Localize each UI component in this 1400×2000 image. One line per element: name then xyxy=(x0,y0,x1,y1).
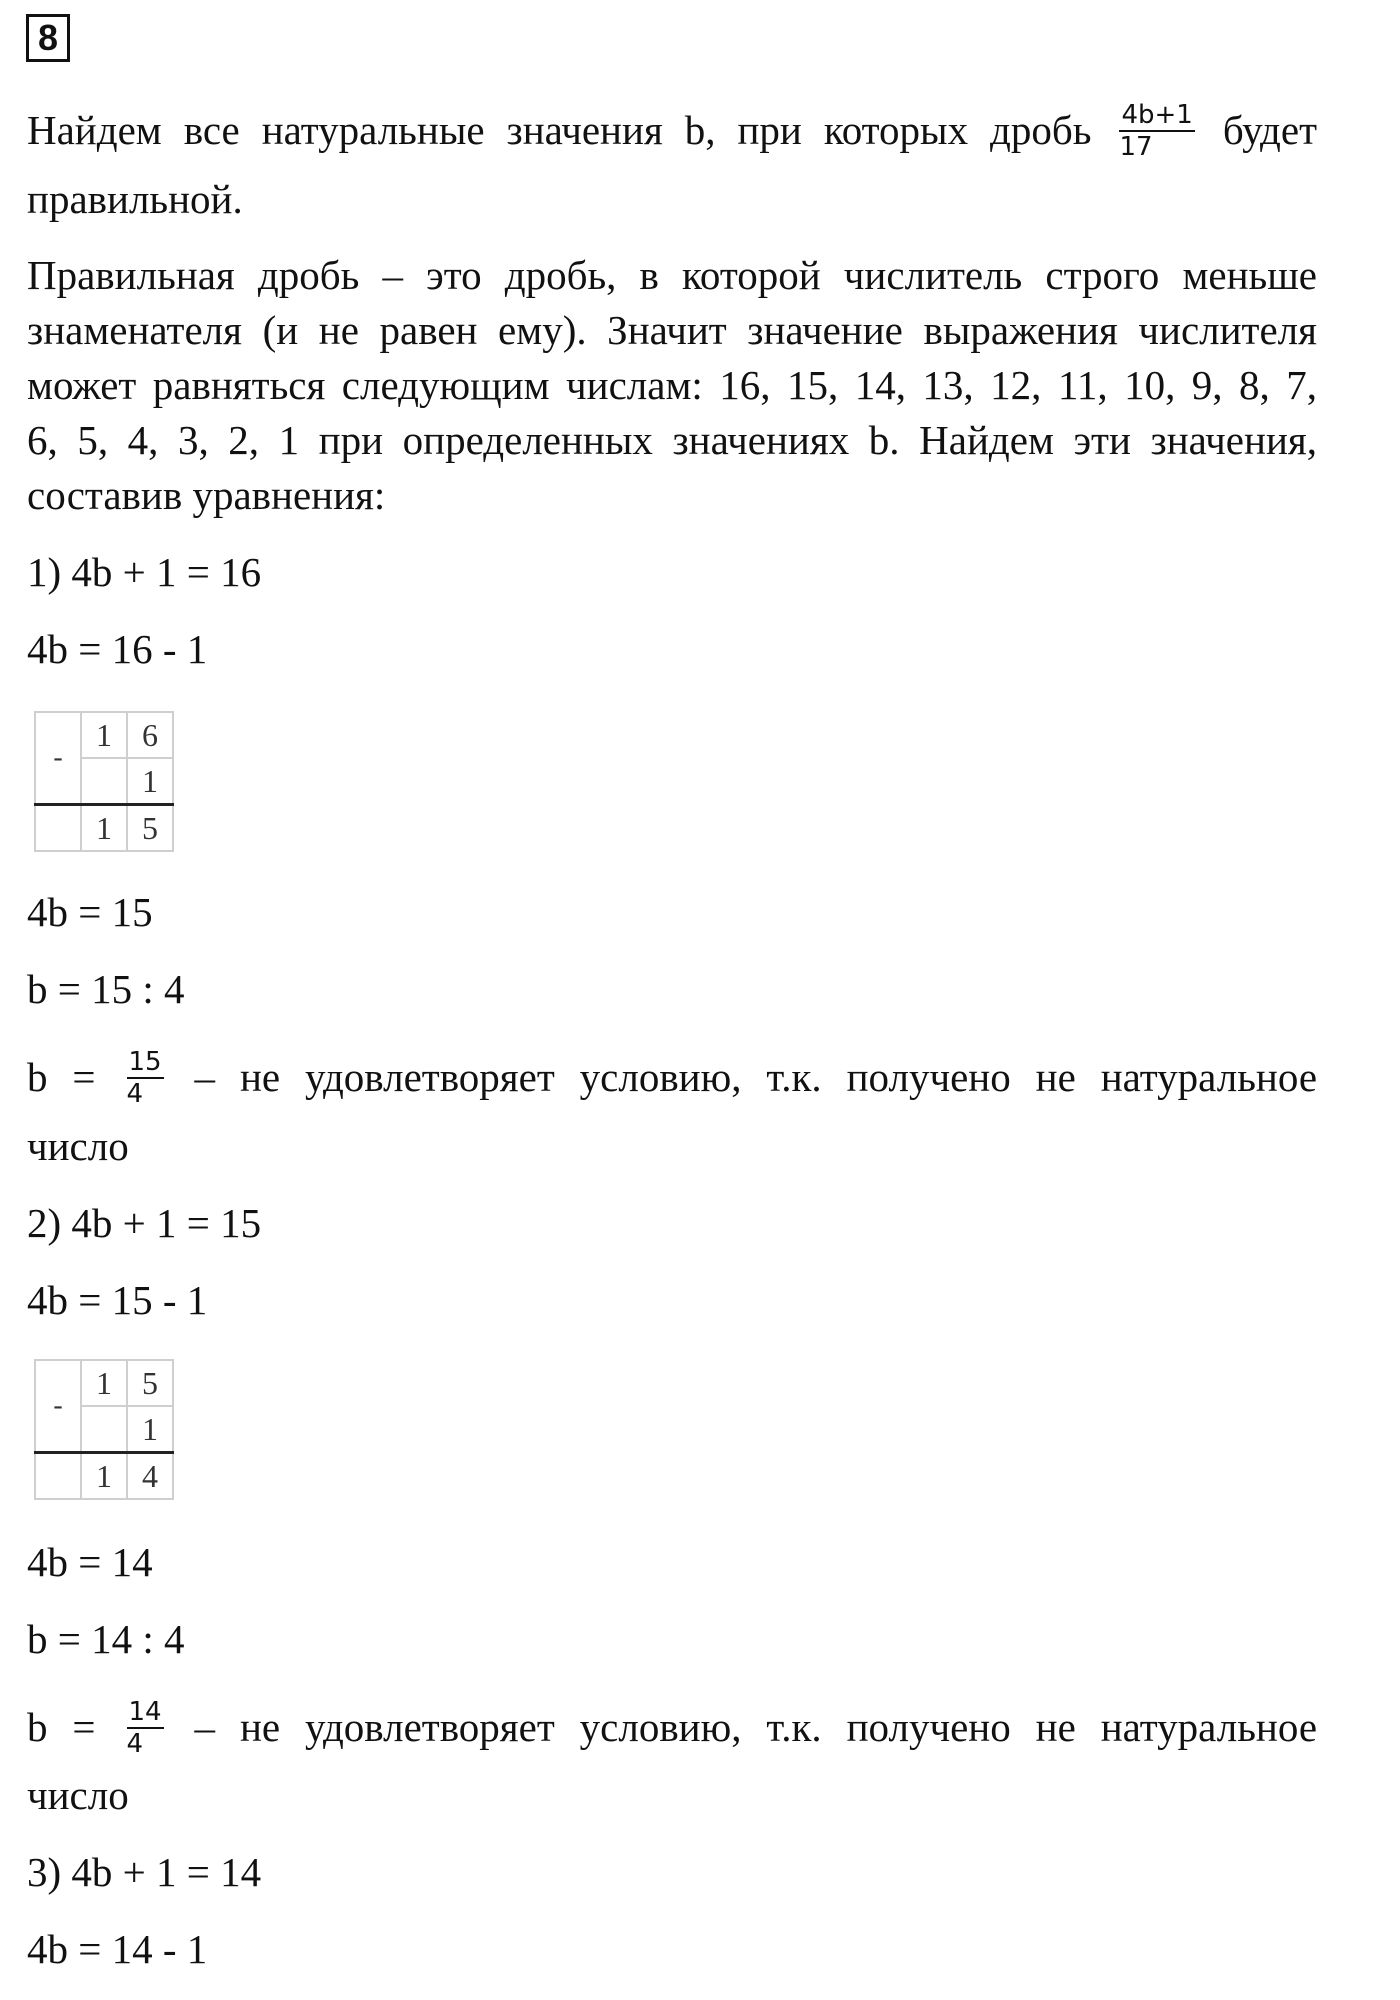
step-equation: 2) 4b + 1 = 15 xyxy=(27,1200,262,1246)
b-equals: b = xyxy=(27,1054,96,1100)
empty-cell xyxy=(35,1453,81,1500)
definition-line-1: Правильная дробь – это дробь, в которой числитель строго меньше xyxy=(27,252,1317,298)
minus-sign: - xyxy=(35,1360,81,1453)
column-subtraction xyxy=(34,1359,174,1500)
intro-fraction xyxy=(1119,100,1194,162)
conclusion-text: – не удовлетворяет условию, т.к. получено не натуральное xyxy=(194,1054,1318,1100)
empty-cell xyxy=(35,805,81,852)
conclusion-text: – не удовлетворяет условию, т.к. получено не натуральное xyxy=(194,1704,1318,1750)
fraction-numerator: 14 xyxy=(128,1696,162,1727)
step-division: b = 14 : 4 xyxy=(27,1616,185,1662)
fraction-numerator: 15 xyxy=(128,1046,162,1077)
b-fraction xyxy=(127,1697,164,1759)
step-conclusion xyxy=(27,1696,1318,1763)
digit-cell xyxy=(81,1406,127,1453)
definition-line-5: составив уравнения: xyxy=(27,472,386,518)
step-result: 4b = 14 xyxy=(27,1539,153,1585)
definition-line-4: 6, 5, 4, 3, 2, 1 при определенных значениях b. Найдем эти значения, xyxy=(27,417,1317,463)
fraction-numerator: 4b+1 xyxy=(1121,99,1193,130)
fraction-denominator: 4 xyxy=(126,1728,144,1759)
digit-cell: 6 xyxy=(127,712,173,758)
digit-cell: 1 xyxy=(127,758,173,805)
intro-text: Найдем все натуральные значения b, при которых дробь xyxy=(27,107,1092,153)
step-subtract: 4b = 16 - 1 xyxy=(27,626,208,672)
step-division: b = 15 : 4 xyxy=(27,966,185,1012)
digit-cell: 5 xyxy=(127,1360,173,1406)
b-equals: b = xyxy=(27,1704,96,1750)
step-equation: 1) 4b + 1 = 16 xyxy=(27,549,262,595)
conclusion-end: число xyxy=(27,1123,129,1169)
step-equation: 3) 4b + 1 = 14 xyxy=(27,1849,262,1895)
minus-sign: - xyxy=(35,712,81,805)
definition-line-3: может равняться следующим числам: 16, 15, 14, 13, 12, 11, 10, 9, 8, 7, xyxy=(27,362,1317,408)
b-fraction xyxy=(127,1047,164,1109)
digit-cell: 1 xyxy=(81,805,127,852)
fraction-denominator: 17 xyxy=(1119,131,1153,162)
column-subtraction xyxy=(34,711,174,852)
digit-cell: 1 xyxy=(81,712,127,758)
conclusion-end: число xyxy=(27,1772,129,1818)
digit-cell: 1 xyxy=(81,1453,127,1500)
step-conclusion xyxy=(27,1046,1318,1113)
task-number: 8 xyxy=(26,14,70,62)
definition-line-2: знаменателя (и не равен ему). Значит значение выражения числителя xyxy=(27,307,1317,353)
digit-cell: 4 xyxy=(127,1453,173,1500)
digit-cell xyxy=(81,758,127,805)
intro-text-after: будет xyxy=(1222,107,1318,153)
intro-line-2: правильной. xyxy=(27,176,243,222)
digit-cell: 1 xyxy=(81,1360,127,1406)
step-subtract: 4b = 15 - 1 xyxy=(27,1277,208,1323)
step-result: 4b = 15 xyxy=(27,889,153,935)
step-subtract: 4b = 14 - 1 xyxy=(27,1926,208,1972)
fraction-denominator: 4 xyxy=(126,1078,144,1109)
digit-cell: 5 xyxy=(127,805,173,852)
digit-cell: 1 xyxy=(127,1406,173,1453)
intro-line xyxy=(27,99,1318,166)
